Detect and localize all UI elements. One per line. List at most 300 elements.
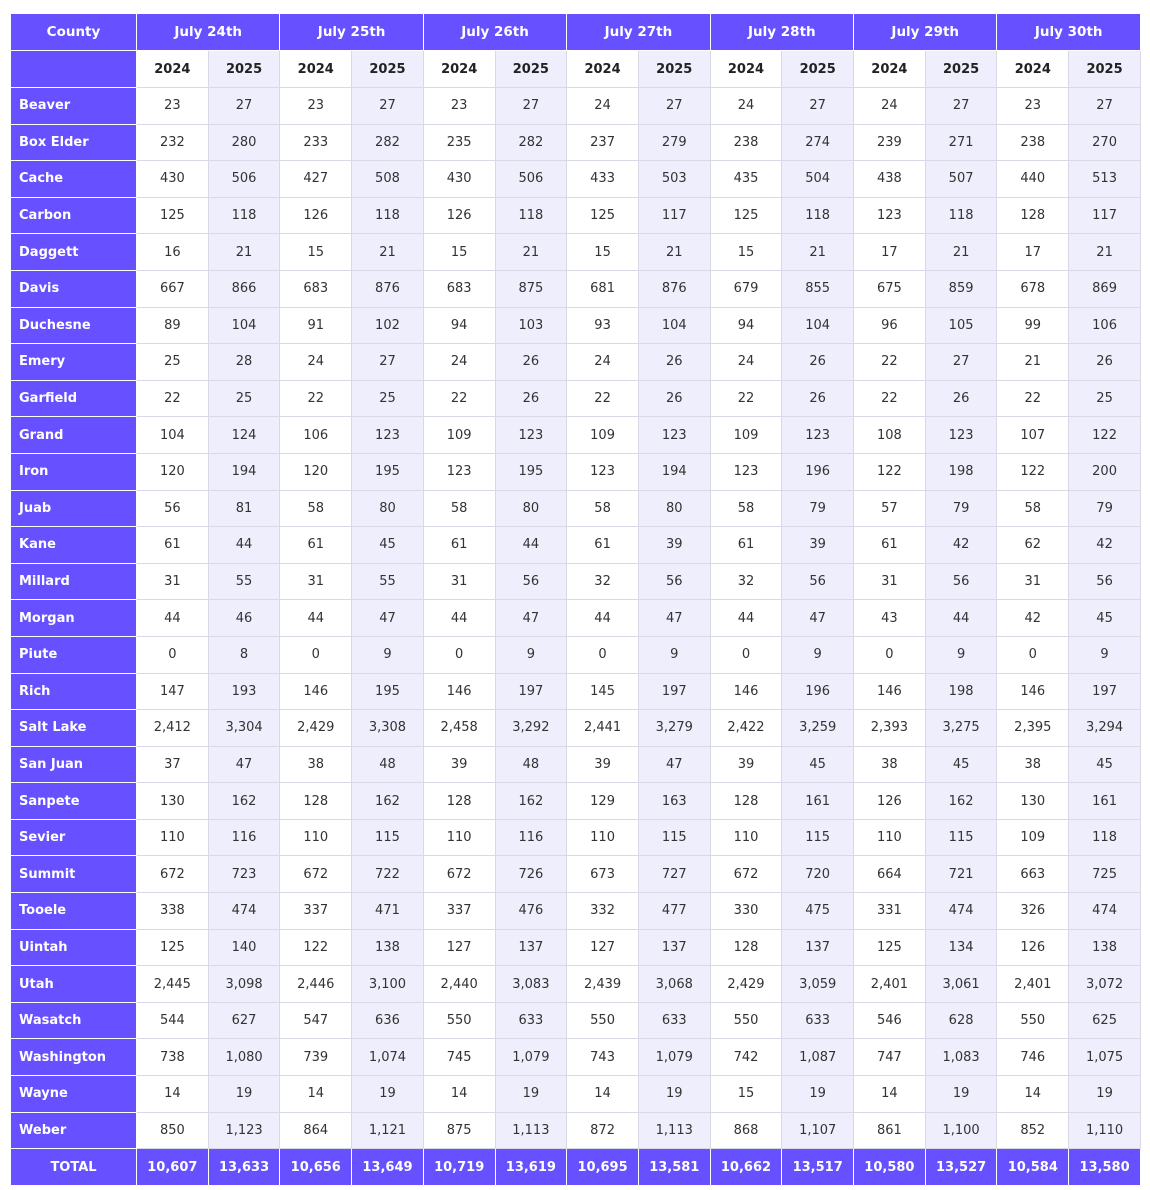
data-cell: 94 xyxy=(423,307,495,344)
data-cell: 45 xyxy=(1069,600,1141,637)
data-cell: 80 xyxy=(495,490,567,527)
data-cell: 27 xyxy=(638,88,710,125)
data-cell: 3,308 xyxy=(352,710,424,747)
data-cell: 19 xyxy=(352,1076,424,1113)
data-cell: 125 xyxy=(567,197,639,234)
data-cell: 550 xyxy=(567,1002,639,1039)
data-cell: 44 xyxy=(567,600,639,637)
data-cell: 122 xyxy=(280,929,352,966)
table-row xyxy=(11,966,1141,1003)
table-row xyxy=(11,234,1141,271)
data-cell: 633 xyxy=(495,1002,567,1039)
data-cell: 118 xyxy=(782,197,854,234)
county-name: Duchesne xyxy=(11,307,137,344)
data-cell: 238 xyxy=(710,124,782,161)
data-cell: 438 xyxy=(854,161,926,198)
table-row xyxy=(11,929,1141,966)
date-header: July 24th xyxy=(137,14,280,51)
data-cell: 678 xyxy=(997,270,1069,307)
data-cell: 32 xyxy=(710,563,782,600)
data-cell: 196 xyxy=(782,453,854,490)
data-cell: 58 xyxy=(710,490,782,527)
county-name: Tooele xyxy=(11,893,137,930)
table-row xyxy=(11,161,1141,198)
data-cell: 850 xyxy=(137,1112,209,1149)
data-cell: 337 xyxy=(423,893,495,930)
data-cell: 118 xyxy=(925,197,997,234)
data-cell: 0 xyxy=(137,636,209,673)
data-cell: 738 xyxy=(137,1039,209,1076)
data-cell: 513 xyxy=(1069,161,1141,198)
data-cell: 127 xyxy=(423,929,495,966)
data-cell: 26 xyxy=(638,344,710,381)
data-cell: 123 xyxy=(495,417,567,454)
data-cell: 24 xyxy=(423,344,495,381)
table-row xyxy=(11,783,1141,820)
total-row xyxy=(11,1149,1141,1186)
table-row xyxy=(11,673,1141,710)
data-cell: 2,401 xyxy=(997,966,1069,1003)
data-cell: 0 xyxy=(710,636,782,673)
data-cell: 123 xyxy=(638,417,710,454)
year-header-row xyxy=(11,51,1141,88)
data-cell: 45 xyxy=(352,527,424,564)
data-cell: 125 xyxy=(854,929,926,966)
data-cell: 38 xyxy=(997,746,1069,783)
data-cell: 126 xyxy=(423,197,495,234)
county-name: Sanpete xyxy=(11,783,137,820)
county-name: Emery xyxy=(11,344,137,381)
data-cell: 476 xyxy=(495,893,567,930)
data-cell: 433 xyxy=(567,161,639,198)
county-name: Wasatch xyxy=(11,1002,137,1039)
data-cell: 861 xyxy=(854,1112,926,1149)
data-cell: 440 xyxy=(997,161,1069,198)
data-cell: 105 xyxy=(925,307,997,344)
data-cell: 62 xyxy=(997,527,1069,564)
data-cell: 130 xyxy=(997,783,1069,820)
data-cell: 547 xyxy=(280,1002,352,1039)
data-cell: 61 xyxy=(137,527,209,564)
data-cell: 58 xyxy=(423,490,495,527)
data-cell: 21 xyxy=(352,234,424,271)
year-header: 2025 xyxy=(352,51,424,88)
county-name: Grand xyxy=(11,417,137,454)
data-cell: 61 xyxy=(710,527,782,564)
total-label: TOTAL xyxy=(11,1149,137,1186)
data-cell: 42 xyxy=(925,527,997,564)
data-cell: 106 xyxy=(1069,307,1141,344)
year-header: 2025 xyxy=(1069,51,1141,88)
data-cell: 47 xyxy=(208,746,280,783)
table-row xyxy=(11,710,1141,747)
date-header: July 29th xyxy=(854,14,997,51)
year-header: 2025 xyxy=(638,51,710,88)
data-cell: 79 xyxy=(925,490,997,527)
county-name: Morgan xyxy=(11,600,137,637)
county-data-table-wrapper xyxy=(10,13,1141,1186)
data-cell: 723 xyxy=(208,856,280,893)
data-cell: 24 xyxy=(567,344,639,381)
data-cell: 474 xyxy=(1069,893,1141,930)
data-cell: 110 xyxy=(567,819,639,856)
data-cell: 120 xyxy=(280,453,352,490)
data-cell: 22 xyxy=(567,380,639,417)
data-cell: 0 xyxy=(854,636,926,673)
data-cell: 15 xyxy=(710,234,782,271)
data-cell: 9 xyxy=(352,636,424,673)
data-cell: 1,113 xyxy=(495,1112,567,1149)
data-cell: 21 xyxy=(1069,234,1141,271)
data-cell: 38 xyxy=(280,746,352,783)
data-cell: 474 xyxy=(208,893,280,930)
data-cell: 8 xyxy=(208,636,280,673)
table-row xyxy=(11,746,1141,783)
data-cell: 37 xyxy=(137,746,209,783)
data-cell: 96 xyxy=(854,307,926,344)
data-cell: 1,113 xyxy=(638,1112,710,1149)
data-cell: 24 xyxy=(567,88,639,125)
date-header: July 30th xyxy=(997,14,1141,51)
data-cell: 672 xyxy=(280,856,352,893)
total-cell: 13,527 xyxy=(925,1149,997,1186)
county-name: Rich xyxy=(11,673,137,710)
data-cell: 337 xyxy=(280,893,352,930)
data-cell: 31 xyxy=(280,563,352,600)
data-cell: 19 xyxy=(208,1076,280,1113)
county-name: Box Elder xyxy=(11,124,137,161)
data-cell: 633 xyxy=(638,1002,710,1039)
data-cell: 123 xyxy=(352,417,424,454)
data-cell: 45 xyxy=(925,746,997,783)
data-cell: 146 xyxy=(854,673,926,710)
data-cell: 237 xyxy=(567,124,639,161)
total-cell: 10,662 xyxy=(710,1149,782,1186)
data-cell: 122 xyxy=(1069,417,1141,454)
data-cell: 21 xyxy=(638,234,710,271)
data-cell: 117 xyxy=(638,197,710,234)
data-cell: 31 xyxy=(423,563,495,600)
data-cell: 232 xyxy=(137,124,209,161)
data-cell: 140 xyxy=(208,929,280,966)
data-cell: 864 xyxy=(280,1112,352,1149)
total-cell: 10,607 xyxy=(137,1149,209,1186)
data-cell: 503 xyxy=(638,161,710,198)
data-cell: 39 xyxy=(567,746,639,783)
county-name: Uintah xyxy=(11,929,137,966)
data-cell: 722 xyxy=(352,856,424,893)
data-cell: 21 xyxy=(495,234,567,271)
data-cell: 120 xyxy=(137,453,209,490)
data-cell: 239 xyxy=(854,124,926,161)
data-cell: 233 xyxy=(280,124,352,161)
data-cell: 27 xyxy=(495,88,567,125)
data-cell: 3,068 xyxy=(638,966,710,1003)
county-name: Beaver xyxy=(11,88,137,125)
table-row xyxy=(11,490,1141,527)
county-name: Utah xyxy=(11,966,137,1003)
year-header: 2024 xyxy=(567,51,639,88)
data-cell: 56 xyxy=(495,563,567,600)
data-cell: 162 xyxy=(352,783,424,820)
data-cell: 3,100 xyxy=(352,966,424,1003)
data-cell: 27 xyxy=(352,344,424,381)
date-header: July 27th xyxy=(567,14,710,51)
data-cell: 238 xyxy=(997,124,1069,161)
data-cell: 331 xyxy=(854,893,926,930)
data-cell: 2,429 xyxy=(280,710,352,747)
date-header: July 28th xyxy=(710,14,853,51)
data-cell: 26 xyxy=(782,344,854,381)
data-cell: 43 xyxy=(854,600,926,637)
data-cell: 110 xyxy=(137,819,209,856)
data-cell: 338 xyxy=(137,893,209,930)
table-row xyxy=(11,856,1141,893)
data-cell: 104 xyxy=(782,307,854,344)
data-cell: 282 xyxy=(495,124,567,161)
data-cell: 3,279 xyxy=(638,710,710,747)
total-cell: 10,580 xyxy=(854,1149,926,1186)
data-cell: 16 xyxy=(137,234,209,271)
data-cell: 56 xyxy=(925,563,997,600)
data-cell: 47 xyxy=(495,600,567,637)
total-cell: 13,581 xyxy=(638,1149,710,1186)
data-cell: 663 xyxy=(997,856,1069,893)
data-cell: 430 xyxy=(137,161,209,198)
data-cell: 3,098 xyxy=(208,966,280,1003)
data-cell: 474 xyxy=(925,893,997,930)
data-cell: 42 xyxy=(997,600,1069,637)
data-cell: 128 xyxy=(280,783,352,820)
total-cell: 10,656 xyxy=(280,1149,352,1186)
data-cell: 127 xyxy=(567,929,639,966)
data-cell: 146 xyxy=(997,673,1069,710)
data-cell: 146 xyxy=(423,673,495,710)
total-cell: 13,649 xyxy=(352,1149,424,1186)
data-cell: 123 xyxy=(782,417,854,454)
data-cell: 57 xyxy=(854,490,926,527)
data-cell: 194 xyxy=(638,453,710,490)
data-cell: 22 xyxy=(710,380,782,417)
data-cell: 123 xyxy=(567,453,639,490)
data-cell: 22 xyxy=(280,380,352,417)
data-cell: 673 xyxy=(567,856,639,893)
data-cell: 25 xyxy=(208,380,280,417)
data-cell: 628 xyxy=(925,1002,997,1039)
table-row xyxy=(11,453,1141,490)
data-cell: 108 xyxy=(854,417,926,454)
data-cell: 26 xyxy=(495,380,567,417)
county-name: Carbon xyxy=(11,197,137,234)
data-cell: 672 xyxy=(710,856,782,893)
data-cell: 47 xyxy=(638,600,710,637)
data-cell: 104 xyxy=(638,307,710,344)
table-row xyxy=(11,344,1141,381)
county-name: Piute xyxy=(11,636,137,673)
data-cell: 280 xyxy=(208,124,280,161)
data-cell: 31 xyxy=(137,563,209,600)
table-row xyxy=(11,819,1141,856)
data-cell: 118 xyxy=(1069,819,1141,856)
total-cell: 13,633 xyxy=(208,1149,280,1186)
year-header: 2025 xyxy=(208,51,280,88)
data-cell: 23 xyxy=(997,88,1069,125)
data-cell: 22 xyxy=(854,380,926,417)
data-cell: 2,445 xyxy=(137,966,209,1003)
data-cell: 14 xyxy=(567,1076,639,1113)
county-name: Garfield xyxy=(11,380,137,417)
data-cell: 126 xyxy=(854,783,926,820)
data-cell: 115 xyxy=(352,819,424,856)
table-body xyxy=(11,88,1141,1149)
data-cell: 128 xyxy=(710,783,782,820)
data-cell: 162 xyxy=(495,783,567,820)
total-cell: 10,584 xyxy=(997,1149,1069,1186)
county-name: Salt Lake xyxy=(11,710,137,747)
data-cell: 26 xyxy=(925,380,997,417)
data-cell: 99 xyxy=(997,307,1069,344)
data-cell: 27 xyxy=(782,88,854,125)
total-cell: 13,580 xyxy=(1069,1149,1141,1186)
data-cell: 93 xyxy=(567,307,639,344)
data-cell: 163 xyxy=(638,783,710,820)
data-cell: 196 xyxy=(782,673,854,710)
data-cell: 48 xyxy=(352,746,424,783)
data-cell: 45 xyxy=(782,746,854,783)
year-header: 2024 xyxy=(137,51,209,88)
data-cell: 137 xyxy=(638,929,710,966)
data-cell: 1,123 xyxy=(208,1112,280,1149)
data-cell: 868 xyxy=(710,1112,782,1149)
data-cell: 118 xyxy=(208,197,280,234)
table-row xyxy=(11,1002,1141,1039)
data-cell: 681 xyxy=(567,270,639,307)
data-cell: 747 xyxy=(854,1039,926,1076)
data-cell: 146 xyxy=(710,673,782,710)
data-cell: 14 xyxy=(854,1076,926,1113)
county-name: Sevier xyxy=(11,819,137,856)
data-cell: 2,412 xyxy=(137,710,209,747)
data-cell: 330 xyxy=(710,893,782,930)
data-cell: 1,110 xyxy=(1069,1112,1141,1149)
county-data-table xyxy=(10,13,1141,1186)
data-cell: 195 xyxy=(352,673,424,710)
data-cell: 2,440 xyxy=(423,966,495,1003)
data-cell: 544 xyxy=(137,1002,209,1039)
data-cell: 55 xyxy=(208,563,280,600)
data-cell: 2,441 xyxy=(567,710,639,747)
data-cell: 197 xyxy=(638,673,710,710)
total-cell: 13,517 xyxy=(782,1149,854,1186)
total-cell: 13,619 xyxy=(495,1149,567,1186)
county-name: Wayne xyxy=(11,1076,137,1113)
data-cell: 745 xyxy=(423,1039,495,1076)
data-cell: 1,080 xyxy=(208,1039,280,1076)
data-cell: 138 xyxy=(352,929,424,966)
data-cell: 106 xyxy=(280,417,352,454)
data-cell: 145 xyxy=(567,673,639,710)
data-cell: 25 xyxy=(137,344,209,381)
data-cell: 115 xyxy=(782,819,854,856)
data-cell: 102 xyxy=(352,307,424,344)
county-column-header: County xyxy=(11,14,137,51)
data-cell: 147 xyxy=(137,673,209,710)
data-cell: 625 xyxy=(1069,1002,1141,1039)
table-row xyxy=(11,1112,1141,1149)
data-cell: 15 xyxy=(423,234,495,271)
blank-header-cell xyxy=(11,51,137,88)
year-header: 2024 xyxy=(280,51,352,88)
data-cell: 0 xyxy=(423,636,495,673)
data-cell: 31 xyxy=(854,563,926,600)
data-cell: 633 xyxy=(782,1002,854,1039)
data-cell: 282 xyxy=(352,124,424,161)
data-cell: 47 xyxy=(352,600,424,637)
data-cell: 664 xyxy=(854,856,926,893)
data-cell: 866 xyxy=(208,270,280,307)
county-name: Millard xyxy=(11,563,137,600)
data-cell: 125 xyxy=(137,929,209,966)
data-cell: 869 xyxy=(1069,270,1141,307)
data-cell: 110 xyxy=(423,819,495,856)
data-cell: 506 xyxy=(208,161,280,198)
data-cell: 3,072 xyxy=(1069,966,1141,1003)
data-cell: 38 xyxy=(854,746,926,783)
data-cell: 683 xyxy=(423,270,495,307)
year-header: 2025 xyxy=(495,51,567,88)
data-cell: 94 xyxy=(710,307,782,344)
data-cell: 19 xyxy=(782,1076,854,1113)
data-cell: 21 xyxy=(925,234,997,271)
data-cell: 3,304 xyxy=(208,710,280,747)
data-cell: 0 xyxy=(997,636,1069,673)
data-cell: 116 xyxy=(208,819,280,856)
data-cell: 24 xyxy=(280,344,352,381)
data-cell: 15 xyxy=(567,234,639,271)
data-cell: 550 xyxy=(710,1002,782,1039)
data-cell: 161 xyxy=(782,783,854,820)
year-header: 2025 xyxy=(925,51,997,88)
data-cell: 162 xyxy=(208,783,280,820)
data-cell: 25 xyxy=(352,380,424,417)
data-cell: 19 xyxy=(638,1076,710,1113)
data-cell: 198 xyxy=(925,453,997,490)
data-cell: 1,075 xyxy=(1069,1039,1141,1076)
data-cell: 508 xyxy=(352,161,424,198)
data-cell: 47 xyxy=(782,600,854,637)
data-cell: 14 xyxy=(997,1076,1069,1113)
data-cell: 270 xyxy=(1069,124,1141,161)
data-cell: 471 xyxy=(352,893,424,930)
date-header-row xyxy=(11,14,1141,51)
data-cell: 80 xyxy=(638,490,710,527)
table-row xyxy=(11,417,1141,454)
data-cell: 507 xyxy=(925,161,997,198)
data-cell: 683 xyxy=(280,270,352,307)
table-row xyxy=(11,600,1141,637)
data-cell: 859 xyxy=(925,270,997,307)
data-cell: 477 xyxy=(638,893,710,930)
data-cell: 9 xyxy=(495,636,567,673)
data-cell: 24 xyxy=(854,88,926,125)
data-cell: 332 xyxy=(567,893,639,930)
data-cell: 21 xyxy=(997,344,1069,381)
data-cell: 1,087 xyxy=(782,1039,854,1076)
data-cell: 118 xyxy=(352,197,424,234)
data-cell: 9 xyxy=(638,636,710,673)
county-name: San Juan xyxy=(11,746,137,783)
data-cell: 103 xyxy=(495,307,567,344)
